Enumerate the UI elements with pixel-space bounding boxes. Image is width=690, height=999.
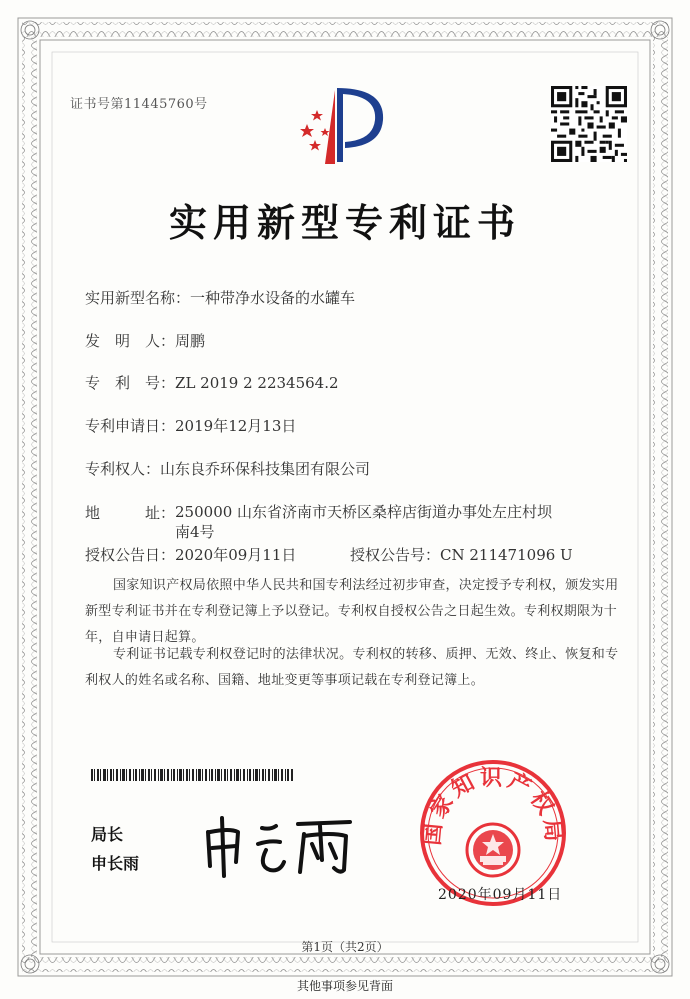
patent-number-label: 专 利 号： xyxy=(85,374,176,392)
certificate-title: 实用新型专利证书 xyxy=(168,200,521,245)
grant-pub-number-label: 授权公告号： xyxy=(350,546,441,564)
legal-status-paragraph: 专利证书记载专利权登记时的法律状况。专利权的转移、质押、无效、终止、恢复和专利权人的姓名或名称、国籍、地址变更等事项记载在专利登记簿上。 xyxy=(85,647,619,688)
address-value: 250000 山东省济南市天桥区桑梓店街道办事处左庄村坝南4号 xyxy=(175,503,553,541)
inventor-label: 发 明 人： xyxy=(85,332,176,350)
grant-statement-paragraph: 国家知识产权局依照中华人民共和国专利法经过初步审查，决定授予专利权，颁发实用新型专利证书并在专利登记簿上予以登记。专利权自授权公告之日起生效。专利权期限为十年，自申请日起算。 xyxy=(85,578,619,645)
patentee-value: 山东良乔环保科技集团有限公司 xyxy=(160,460,371,478)
footer-note: 其他事项参见背面 xyxy=(296,979,393,993)
address-row xyxy=(85,502,555,542)
grant-date-row xyxy=(85,544,296,565)
filing-date-label: 专利申请日： xyxy=(85,417,176,435)
grant-date-value: 2020年09月11日 xyxy=(175,546,297,564)
handwritten-signature xyxy=(200,810,360,880)
patent-number-row xyxy=(85,372,339,393)
barcode-icon xyxy=(91,769,293,781)
filing-date-value: 2019年12月13日 xyxy=(175,417,297,435)
inventor-value: 周鹏 xyxy=(175,332,206,350)
director-title: 局长 xyxy=(91,825,124,844)
utility-name-label: 实用新型名称： xyxy=(85,289,191,307)
seal-text: 国家知识产权局 xyxy=(420,766,566,847)
qr-code-icon xyxy=(551,86,627,162)
seal-date: 2020年09月11日 xyxy=(438,887,563,903)
utility-name-row xyxy=(85,287,355,308)
grant-date-label: 授权公告日： xyxy=(85,546,176,564)
patentee-label: 专利权人： xyxy=(85,460,161,478)
patent-number-value: ZL 2019 2 2234564.2 xyxy=(175,374,339,392)
grant-pub-number-row xyxy=(350,544,573,565)
page-indicator: 第1页（共2页） xyxy=(301,940,389,954)
utility-name-value: 一种带净水设备的水罐车 xyxy=(190,289,356,307)
patentee-row xyxy=(85,458,370,479)
inventor-row xyxy=(85,330,205,351)
director-name: 申长雨 xyxy=(91,854,140,873)
registration-number: 证书号第11445760号 xyxy=(70,97,208,112)
filing-date-row xyxy=(85,415,296,436)
grant-pub-number-value: CN 211471096 U xyxy=(440,546,573,564)
address-label: 地 址： xyxy=(85,504,176,522)
cnipa-logo-icon xyxy=(285,80,395,170)
